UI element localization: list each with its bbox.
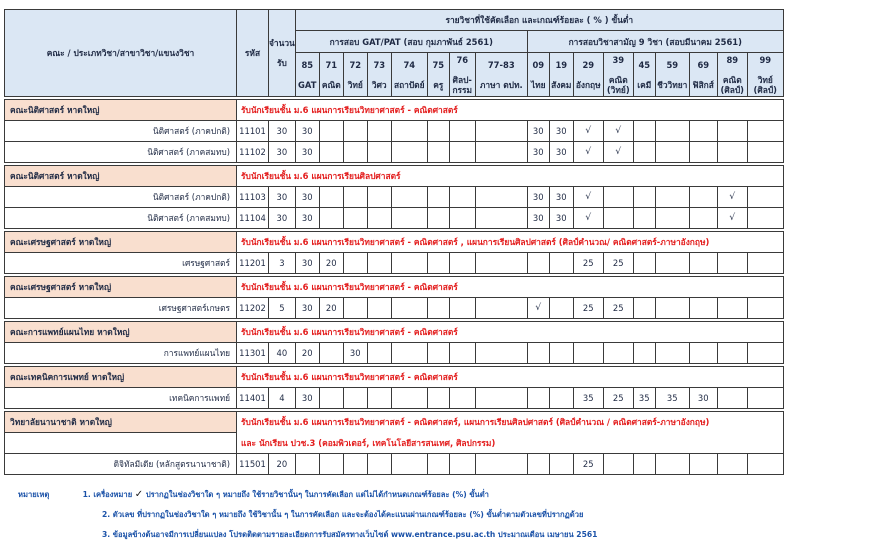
program-seats: 30 xyxy=(269,142,296,163)
criteria-cell xyxy=(475,454,527,475)
criteria-cell xyxy=(655,454,689,475)
program-seats: 5 xyxy=(269,298,296,319)
criteria-cell xyxy=(747,454,783,475)
subject-number: 99 xyxy=(759,54,772,65)
subject-column-header xyxy=(689,53,717,97)
subject-name: วิทย์ (ศิลป์) xyxy=(753,74,777,95)
criteria-cell xyxy=(391,454,427,475)
gatpat-header: การสอบ GAT/PAT (สอบ กุมภาพันธ์ 2561) xyxy=(295,31,527,53)
subject-name: ศิลป-กรรม xyxy=(452,74,473,95)
criteria-cell xyxy=(549,454,573,475)
criteria-cell xyxy=(343,298,367,319)
table-row xyxy=(5,121,818,142)
program-seats: 4 xyxy=(269,388,296,409)
faculty-column-header: คณะ / ประเภทวิชา/สาขาวิชา/แขนงวิชา xyxy=(5,10,237,97)
subject-number: 73 xyxy=(373,59,386,70)
subject-name: คณิต (วิทย์) xyxy=(606,74,630,95)
subject-column-header xyxy=(655,53,689,97)
program-name: นิติศาสตร์ (ภาคปกติ) xyxy=(5,187,237,208)
subject-column-header xyxy=(427,53,449,97)
program-name: นิติศาสตร์ (ภาคสมทบ) xyxy=(5,208,237,229)
admission-criteria-table xyxy=(4,9,818,475)
admission-note: รับนักเรียนชั้น ม.6 แผนการเรียนวิทยาศาสตร์ - คณิตศาสตร์ , แผนการเรียนศิลปศาสตร์ (ศิลป์คำนวณ/ คณิตศาสตร์-ภาษาอังกฤษ) xyxy=(237,232,784,253)
subject-column-header xyxy=(573,53,603,97)
criteria-cell xyxy=(319,121,343,142)
criteria-cell: 30 xyxy=(527,208,549,229)
footer-note-3: 3. ข้อมูลข้างต้นอาจมีการเปลี่ยนแปลง โปรดติดตามรายละเอียดการรับสมัครทางเว็บไซต์ www.entrance.psu.ac.th ประมาณเดือน เมษายน 2561 xyxy=(102,530,598,539)
criteria-cell: 30 xyxy=(295,187,319,208)
criteria-cell xyxy=(603,454,633,475)
criteria-cell xyxy=(747,388,783,409)
nine-subjects-header: การสอบวิชาสามัญ 9 วิชา (สอบมีนาคม 2561) xyxy=(527,31,783,53)
criteria-cell xyxy=(343,142,367,163)
faculty-row xyxy=(5,412,818,433)
subject-number: 71 xyxy=(325,59,338,70)
criteria-cell xyxy=(717,142,747,163)
criteria-cell xyxy=(427,142,449,163)
criteria-cell: 35 xyxy=(655,388,689,409)
criteria-cell xyxy=(427,253,449,274)
table-row xyxy=(5,142,818,163)
subject-column-header xyxy=(319,53,343,97)
criteria-cell xyxy=(655,298,689,319)
program-code: 11201 xyxy=(237,253,269,274)
criteria-cell xyxy=(633,454,655,475)
subject-number: 77-83 xyxy=(487,59,515,70)
program-name: เทคนิคการแพทย์ xyxy=(5,388,237,409)
criteria-cell xyxy=(391,253,427,274)
admission-note: รับนักเรียนชั้น ม.6 แผนการเรียนวิทยาศาสตร์ - คณิตศาสตร์ xyxy=(237,367,784,388)
criteria-cell xyxy=(475,208,527,229)
criteria-cell xyxy=(427,121,449,142)
subject-column-header xyxy=(391,53,427,97)
program-name: เศรษฐศาสตร์เกษตร xyxy=(5,298,237,319)
criteria-cell xyxy=(689,142,717,163)
faculty-row xyxy=(5,322,818,343)
program-seats: 3 xyxy=(269,253,296,274)
subject-name: วิทย์ xyxy=(347,79,363,90)
criteria-cell xyxy=(367,454,391,475)
criteria-cell: 25 xyxy=(603,298,633,319)
criteria-cell: √ xyxy=(603,121,633,142)
faculty-cell-blank xyxy=(5,433,237,454)
criteria-cell xyxy=(603,343,633,364)
criteria-cell xyxy=(549,388,573,409)
subject-name: ครู xyxy=(433,79,444,90)
subject-column-header xyxy=(633,53,655,97)
criteria-cell: √ xyxy=(573,121,603,142)
criteria-cell xyxy=(391,142,427,163)
criteria-cell xyxy=(527,343,549,364)
criteria-cell xyxy=(367,187,391,208)
program-name: นิติศาสตร์ (ภาคปกติ) xyxy=(5,121,237,142)
criteria-cell: √ xyxy=(573,187,603,208)
criteria-cell xyxy=(343,253,367,274)
criteria-cell xyxy=(391,187,427,208)
criteria-cell xyxy=(689,187,717,208)
criteria-cell xyxy=(747,187,783,208)
table-row xyxy=(5,298,818,319)
check-icon: ✓ xyxy=(134,489,144,500)
criteria-cell xyxy=(689,208,717,229)
program-code: 11501 xyxy=(237,454,269,475)
criteria-cell xyxy=(747,121,783,142)
seats-header-line2: รับ xyxy=(276,58,287,68)
criteria-cell: √ xyxy=(573,208,603,229)
criteria-cell xyxy=(391,343,427,364)
seats-column-header xyxy=(269,10,296,97)
criteria-cell: 30 xyxy=(295,208,319,229)
criteria-cell xyxy=(549,298,573,319)
subject-name: ภาษา ตปท. xyxy=(479,79,523,90)
admission-note: รับนักเรียนชั้น ม.6 แผนการเรียนวิทยาศาสตร์ - คณิตศาสตร์ xyxy=(237,277,784,298)
subject-name: ฟิสิกส์ xyxy=(692,79,714,90)
criteria-cell xyxy=(655,253,689,274)
criteria-cell xyxy=(655,121,689,142)
criteria-cell: 30 xyxy=(295,388,319,409)
criteria-cell xyxy=(633,343,655,364)
subject-name: ไทย xyxy=(530,79,546,90)
criteria-cell: 30 xyxy=(343,343,367,364)
subject-column-header xyxy=(717,53,747,97)
faculty-row xyxy=(5,232,818,253)
criteria-cell xyxy=(747,253,783,274)
criteria-cell xyxy=(717,388,747,409)
criteria-cell xyxy=(427,388,449,409)
criteria-cell: 25 xyxy=(603,388,633,409)
criteria-cell: 35 xyxy=(573,388,603,409)
subject-column-header xyxy=(343,53,367,97)
table-row xyxy=(5,187,818,208)
seats-header-line1: จำนวน xyxy=(269,38,295,48)
code-column-header: รหัส xyxy=(237,10,269,97)
criteria-cell xyxy=(367,298,391,319)
program-seats: 30 xyxy=(269,121,296,142)
criteria-cell xyxy=(427,454,449,475)
criteria-cell xyxy=(573,343,603,364)
subject-name: สถาปัตย์ xyxy=(393,79,425,90)
program-code: 11301 xyxy=(237,343,269,364)
criteria-cell xyxy=(633,121,655,142)
criteria-cell xyxy=(717,454,747,475)
program-code: 11101 xyxy=(237,121,269,142)
criteria-cell xyxy=(391,208,427,229)
table-row xyxy=(5,454,818,475)
criteria-cell xyxy=(343,187,367,208)
subject-number: 69 xyxy=(697,59,710,70)
criteria-cell xyxy=(717,121,747,142)
criteria-cell: 30 xyxy=(295,298,319,319)
program-name: ดิจิทัลมีเดีย (หลักสูตรนานาชาติ) xyxy=(5,454,237,475)
program-name: นิติศาสตร์ (ภาคสมทบ) xyxy=(5,142,237,163)
faculty-name: คณะเทคนิคการแพทย์ หาดใหญ่ xyxy=(5,367,237,388)
criteria-cell xyxy=(367,121,391,142)
faculty-name: คณะนิติศาสตร์ หาดใหญ่ xyxy=(5,166,237,187)
faculty-row xyxy=(5,100,818,121)
subject-column-header xyxy=(747,53,783,97)
criteria-cell xyxy=(655,343,689,364)
footer-note1-b: ปรากฏในช่องวิชาใด ๆ หมายถึง ใช้รายวิชานั้นๆ ในการคัดเลือก แต่ไม่ได้กำหนดเกณฑ์ร้อยละ (%) ขั้นต่ำ xyxy=(145,490,489,499)
program-code: 11102 xyxy=(237,142,269,163)
admission-note: รับนักเรียนชั้น ม.6 แผนการเรียนวิทยาศาสตร์ - คณิตศาสตร์ xyxy=(237,100,784,121)
subject-name: สังคม xyxy=(551,79,572,90)
criteria-cell xyxy=(655,208,689,229)
program-seats: 30 xyxy=(269,208,296,229)
criteria-cell: 20 xyxy=(319,298,343,319)
criteria-cell xyxy=(633,187,655,208)
table-row xyxy=(5,388,818,409)
admission-note-2: และ นักเรียน ปวช.3 (คอมพิวเตอร์, เทคโนโลยีสารสนเทศ, ศิลปกรรม) xyxy=(237,433,784,454)
criteria-cell xyxy=(475,388,527,409)
criteria-cell xyxy=(633,298,655,319)
criteria-cell xyxy=(475,187,527,208)
admission-note: รับนักเรียนชั้น ม.6 แผนการเรียนวิทยาศาสตร์ - คณิตศาสตร์ xyxy=(237,322,784,343)
criteria-cell: √ xyxy=(573,142,603,163)
criteria-cell xyxy=(549,343,573,364)
criteria-cell xyxy=(367,253,391,274)
criteria-cell xyxy=(449,454,475,475)
criteria-cell xyxy=(367,388,391,409)
criteria-cell: 25 xyxy=(573,298,603,319)
criteria-cell xyxy=(449,253,475,274)
criteria-cell: √ xyxy=(603,142,633,163)
criteria-cell xyxy=(527,253,549,274)
criteria-cell: 30 xyxy=(549,208,573,229)
table-row xyxy=(5,343,818,364)
criteria-cell xyxy=(449,388,475,409)
faculty-row xyxy=(5,277,818,298)
criteria-cell: 30 xyxy=(295,142,319,163)
criteria-cell xyxy=(689,253,717,274)
subject-number: 39 xyxy=(612,54,625,65)
criteria-cell xyxy=(475,298,527,319)
criteria-cell: 30 xyxy=(527,121,549,142)
footer-note-2: 2. ตัวเลข ที่ปรากฏในช่องวิชาใด ๆ หมายถึง ใช้วิชานั้น ๆ ในการคัดเลือก และจะต้องได้คะแนนผ่านเกณฑ์ร้อยละ (%) ขั้นต่ำตามตัวเลขที่ปรากฏด้วย xyxy=(102,510,584,519)
subject-name: เคมี xyxy=(637,79,652,90)
faculty-name: คณะการแพทย์แผนไทย หาดใหญ่ xyxy=(5,322,237,343)
criteria-cell xyxy=(319,343,343,364)
faculty-row xyxy=(5,166,818,187)
subject-name: อังกฤษ xyxy=(575,79,601,90)
subject-number: 89 xyxy=(726,54,739,65)
criteria-cell xyxy=(475,142,527,163)
table-row xyxy=(5,253,818,274)
criteria-cell xyxy=(747,343,783,364)
criteria-cell: 30 xyxy=(549,121,573,142)
header-row xyxy=(5,10,818,31)
program-seats: 30 xyxy=(269,187,296,208)
criteria-cell xyxy=(549,253,573,274)
program-name: การแพทย์แผนไทย xyxy=(5,343,237,364)
subject-name: วิศว xyxy=(371,79,387,90)
subject-name: GAT xyxy=(298,79,317,90)
criteria-cell xyxy=(391,298,427,319)
criteria-cell xyxy=(527,454,549,475)
program-name: เศรษฐศาสตร์ xyxy=(5,253,237,274)
criteria-cell xyxy=(655,187,689,208)
faculty-name: คณะเศรษฐศาสตร์ หาดใหญ่ xyxy=(5,277,237,298)
criteria-cell xyxy=(475,121,527,142)
criteria-cell: √ xyxy=(717,208,747,229)
criteria-cell xyxy=(449,187,475,208)
criteria-cell xyxy=(475,343,527,364)
subjects-header: รายวิชาที่ใช้คัดเลือก และเกณฑ์ร้อยละ ( % ) ขั้นต่ำ xyxy=(295,10,783,31)
subject-column-header xyxy=(549,53,573,97)
subject-column-header xyxy=(527,53,549,97)
subject-number: 76 xyxy=(456,54,469,65)
criteria-cell: √ xyxy=(717,187,747,208)
subject-name: คณิต (ศิลป์) xyxy=(720,74,744,95)
criteria-cell xyxy=(343,208,367,229)
criteria-cell xyxy=(449,121,475,142)
subject-number: 75 xyxy=(432,59,445,70)
criteria-cell xyxy=(427,208,449,229)
faculty-name: วิทยาลัยนานาชาติ หาดใหญ่ xyxy=(5,412,237,433)
criteria-cell xyxy=(367,343,391,364)
program-code: 11104 xyxy=(237,208,269,229)
criteria-cell: √ xyxy=(527,298,549,319)
criteria-cell xyxy=(633,208,655,229)
criteria-cell xyxy=(427,343,449,364)
criteria-cell xyxy=(747,298,783,319)
criteria-cell: 30 xyxy=(527,187,549,208)
program-seats: 20 xyxy=(269,454,296,475)
admission-note: รับนักเรียนชั้น ม.6 แผนการเรียนวิทยาศาสตร์ - คณิตศาสตร์, แผนการเรียนศิลปศาสตร์ (ศิลป์คำนวณ / คณิตศาสตร์-ภาษาอังกฤษ) xyxy=(237,412,784,433)
criteria-cell: 30 xyxy=(689,388,717,409)
subject-name: ชีววิทยา xyxy=(657,79,688,90)
criteria-cell xyxy=(655,142,689,163)
faculty-name: คณะเศรษฐศาสตร์ หาดใหญ่ xyxy=(5,232,237,253)
subject-number: 72 xyxy=(349,59,362,70)
subject-column-header xyxy=(367,53,391,97)
criteria-cell xyxy=(295,454,319,475)
criteria-cell xyxy=(717,343,747,364)
subject-number: 29 xyxy=(582,59,595,70)
subject-column-header xyxy=(295,53,319,97)
criteria-cell xyxy=(391,121,427,142)
criteria-cell xyxy=(343,388,367,409)
criteria-cell xyxy=(319,388,343,409)
criteria-cell xyxy=(603,208,633,229)
criteria-cell xyxy=(747,142,783,163)
criteria-cell: 30 xyxy=(549,187,573,208)
subject-column-header xyxy=(449,53,475,97)
criteria-cell xyxy=(717,298,747,319)
subject-column-header xyxy=(475,53,527,97)
criteria-cell: 25 xyxy=(603,253,633,274)
footer-note-1 xyxy=(18,489,489,501)
criteria-cell xyxy=(427,298,449,319)
criteria-cell xyxy=(319,187,343,208)
criteria-cell xyxy=(449,142,475,163)
program-code: 11202 xyxy=(237,298,269,319)
program-code: 11401 xyxy=(237,388,269,409)
criteria-cell: 25 xyxy=(573,454,603,475)
subject-name: คณิต xyxy=(321,79,341,90)
subject-column-header xyxy=(603,53,633,97)
criteria-cell xyxy=(319,208,343,229)
criteria-cell xyxy=(449,208,475,229)
criteria-cell: 20 xyxy=(295,343,319,364)
criteria-cell xyxy=(689,454,717,475)
criteria-cell xyxy=(633,142,655,163)
criteria-cell: 30 xyxy=(549,142,573,163)
faculty-name: คณะนิติศาสตร์ หาดใหญ่ xyxy=(5,100,237,121)
criteria-cell xyxy=(475,253,527,274)
footer-note1-a: 1. เครื่องหมาย xyxy=(82,490,133,499)
subject-number: 19 xyxy=(555,59,568,70)
criteria-cell xyxy=(343,454,367,475)
criteria-cell: 35 xyxy=(633,388,655,409)
criteria-cell xyxy=(427,187,449,208)
subject-number: 09 xyxy=(532,59,545,70)
program-seats: 40 xyxy=(269,343,296,364)
criteria-cell xyxy=(633,253,655,274)
footer-label: หมายเหตุ xyxy=(18,490,50,499)
criteria-cell xyxy=(449,298,475,319)
criteria-cell xyxy=(689,121,717,142)
criteria-cell xyxy=(527,388,549,409)
faculty-row xyxy=(5,367,818,388)
criteria-cell xyxy=(689,343,717,364)
program-code: 11103 xyxy=(237,187,269,208)
subject-number: 74 xyxy=(403,59,416,70)
criteria-cell xyxy=(343,121,367,142)
criteria-cell xyxy=(689,298,717,319)
subject-number: 59 xyxy=(666,59,679,70)
subject-number: 85 xyxy=(301,59,314,70)
criteria-cell xyxy=(449,343,475,364)
criteria-cell xyxy=(319,142,343,163)
table-row xyxy=(5,208,818,229)
criteria-cell xyxy=(367,142,391,163)
criteria-cell xyxy=(717,253,747,274)
criteria-cell: 20 xyxy=(319,253,343,274)
criteria-cell xyxy=(747,208,783,229)
criteria-cell xyxy=(367,208,391,229)
subject-number: 45 xyxy=(638,59,651,70)
criteria-cell: 30 xyxy=(295,253,319,274)
criteria-cell: 25 xyxy=(573,253,603,274)
criteria-cell xyxy=(603,187,633,208)
criteria-cell: 30 xyxy=(295,121,319,142)
criteria-cell xyxy=(319,454,343,475)
admission-note: รับนักเรียนชั้น ม.6 แผนการเรียนศิลปศาสตร์ xyxy=(237,166,784,187)
criteria-cell: 30 xyxy=(527,142,549,163)
criteria-cell xyxy=(391,388,427,409)
